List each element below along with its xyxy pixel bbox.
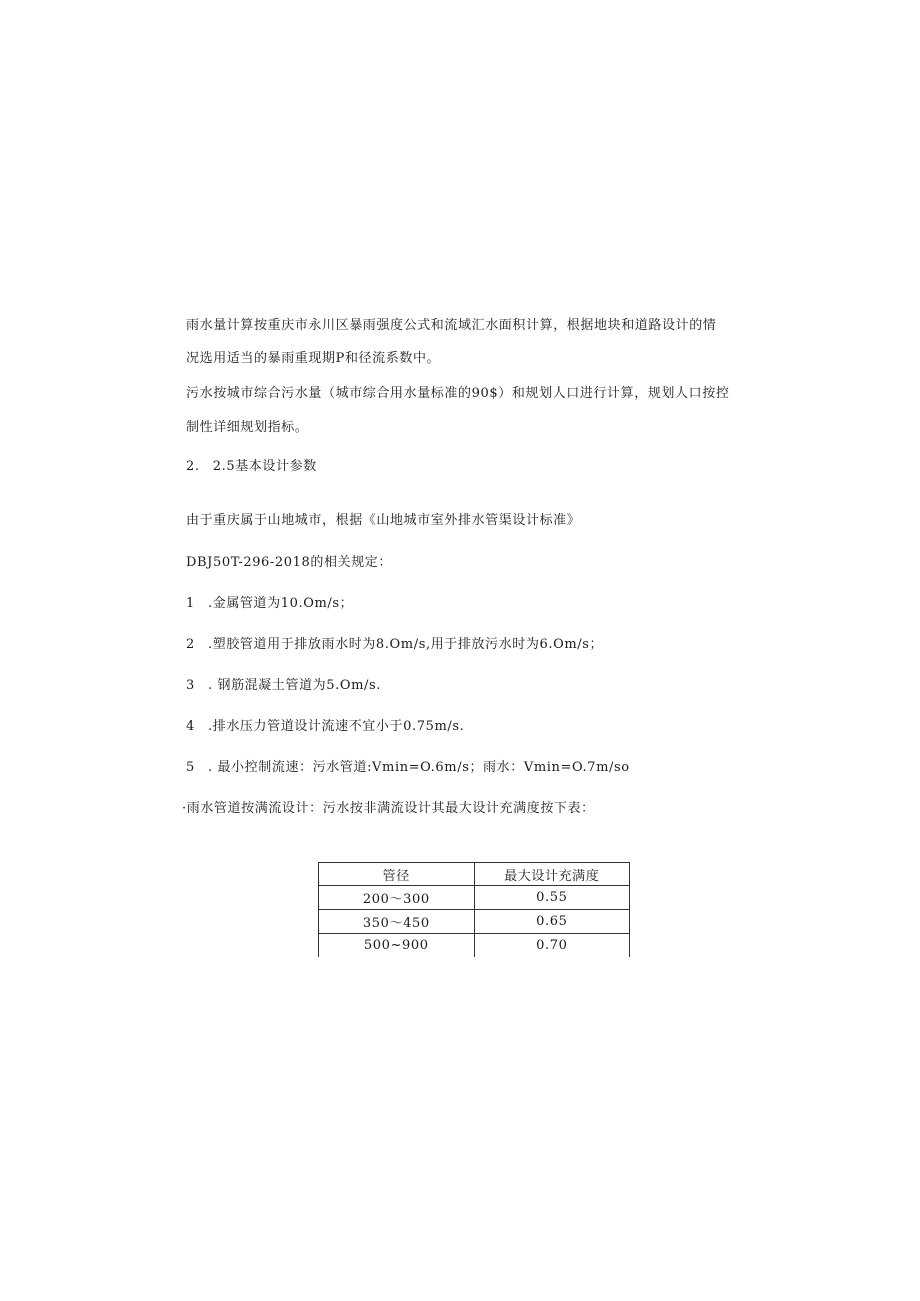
bullet-line: ·雨水管道按满流设计：污水按非满流设计其最大设计充满度按下表：: [182, 801, 595, 816]
table-header-row: [319, 863, 630, 886]
paragraph-rain-line-2: 况选用适当的暴雨重现期P和径流系数中。: [186, 351, 441, 366]
table-cell-diameter: 200～300: [319, 886, 475, 910]
table-cell-diameter: 350～450: [319, 910, 475, 934]
table-row: [319, 910, 630, 934]
intro-line-2: DBJ50T-296-2018的相关规定：: [186, 555, 393, 570]
table-cell-diameter: 500~900: [319, 934, 475, 958]
list-item-number: 3: [186, 678, 195, 693]
list-item-number: 4: [186, 719, 195, 734]
list-item-number: 2: [186, 637, 195, 652]
table-header-diameter: 管径: [319, 863, 475, 886]
table-header-fill-degree: 最大设计充满度: [474, 863, 629, 886]
list-item-text: .金属管道为10.Om/s；: [208, 596, 354, 611]
table-row: [319, 886, 630, 910]
fill-degree-table: [318, 862, 630, 957]
table-cell-fill-degree: 0.55: [474, 886, 629, 910]
list-item-text: .塑胶管道用于排放雨水时为8.Om/s,用于排放污水时为6.Om/s；: [208, 637, 604, 652]
list-item: [186, 718, 464, 736]
list-item-text: . 钢筋混凝土管道为5.Om/s.: [208, 678, 382, 693]
list-item: [186, 759, 630, 777]
list-item-number: 5: [186, 760, 195, 775]
table-cell-fill-degree: 0.65: [474, 910, 629, 934]
paragraph-sewage-line-2: 制性详细规划指标。: [186, 420, 309, 435]
table-row: [319, 934, 630, 958]
section-number: 2.: [186, 459, 200, 474]
paragraph-rain-line-1: 雨水量计算按重庆市永川区暴雨强度公式和流域汇水面积计算，根据地块和道路设计的情: [186, 318, 717, 333]
list-item: [186, 595, 353, 613]
section-title: 2.5基本设计参数: [212, 459, 317, 474]
list-item-text: .排水压力管道设计流速不宜小于0.75m∕s.: [208, 719, 465, 734]
list-item: [186, 677, 381, 695]
list-item-number: 1: [186, 596, 195, 611]
intro-line-1: 由于重庆属于山地城市，根据《山地城市室外排水管渠设计标准》: [186, 513, 581, 528]
list-item-text: . 最小控制流速：污水管道:Vmin=O.6m/s；雨水：Vmin=O.7m∕so: [208, 760, 630, 775]
list-item: [186, 636, 603, 654]
paragraph-sewage-line-1: 污水按城市综合污水量（城市综合用水量标准的90$）和规划人口进行计算，规划人口按控: [186, 386, 730, 401]
table-cell-fill-degree: 0.70: [474, 934, 629, 958]
section-heading: [186, 458, 317, 476]
